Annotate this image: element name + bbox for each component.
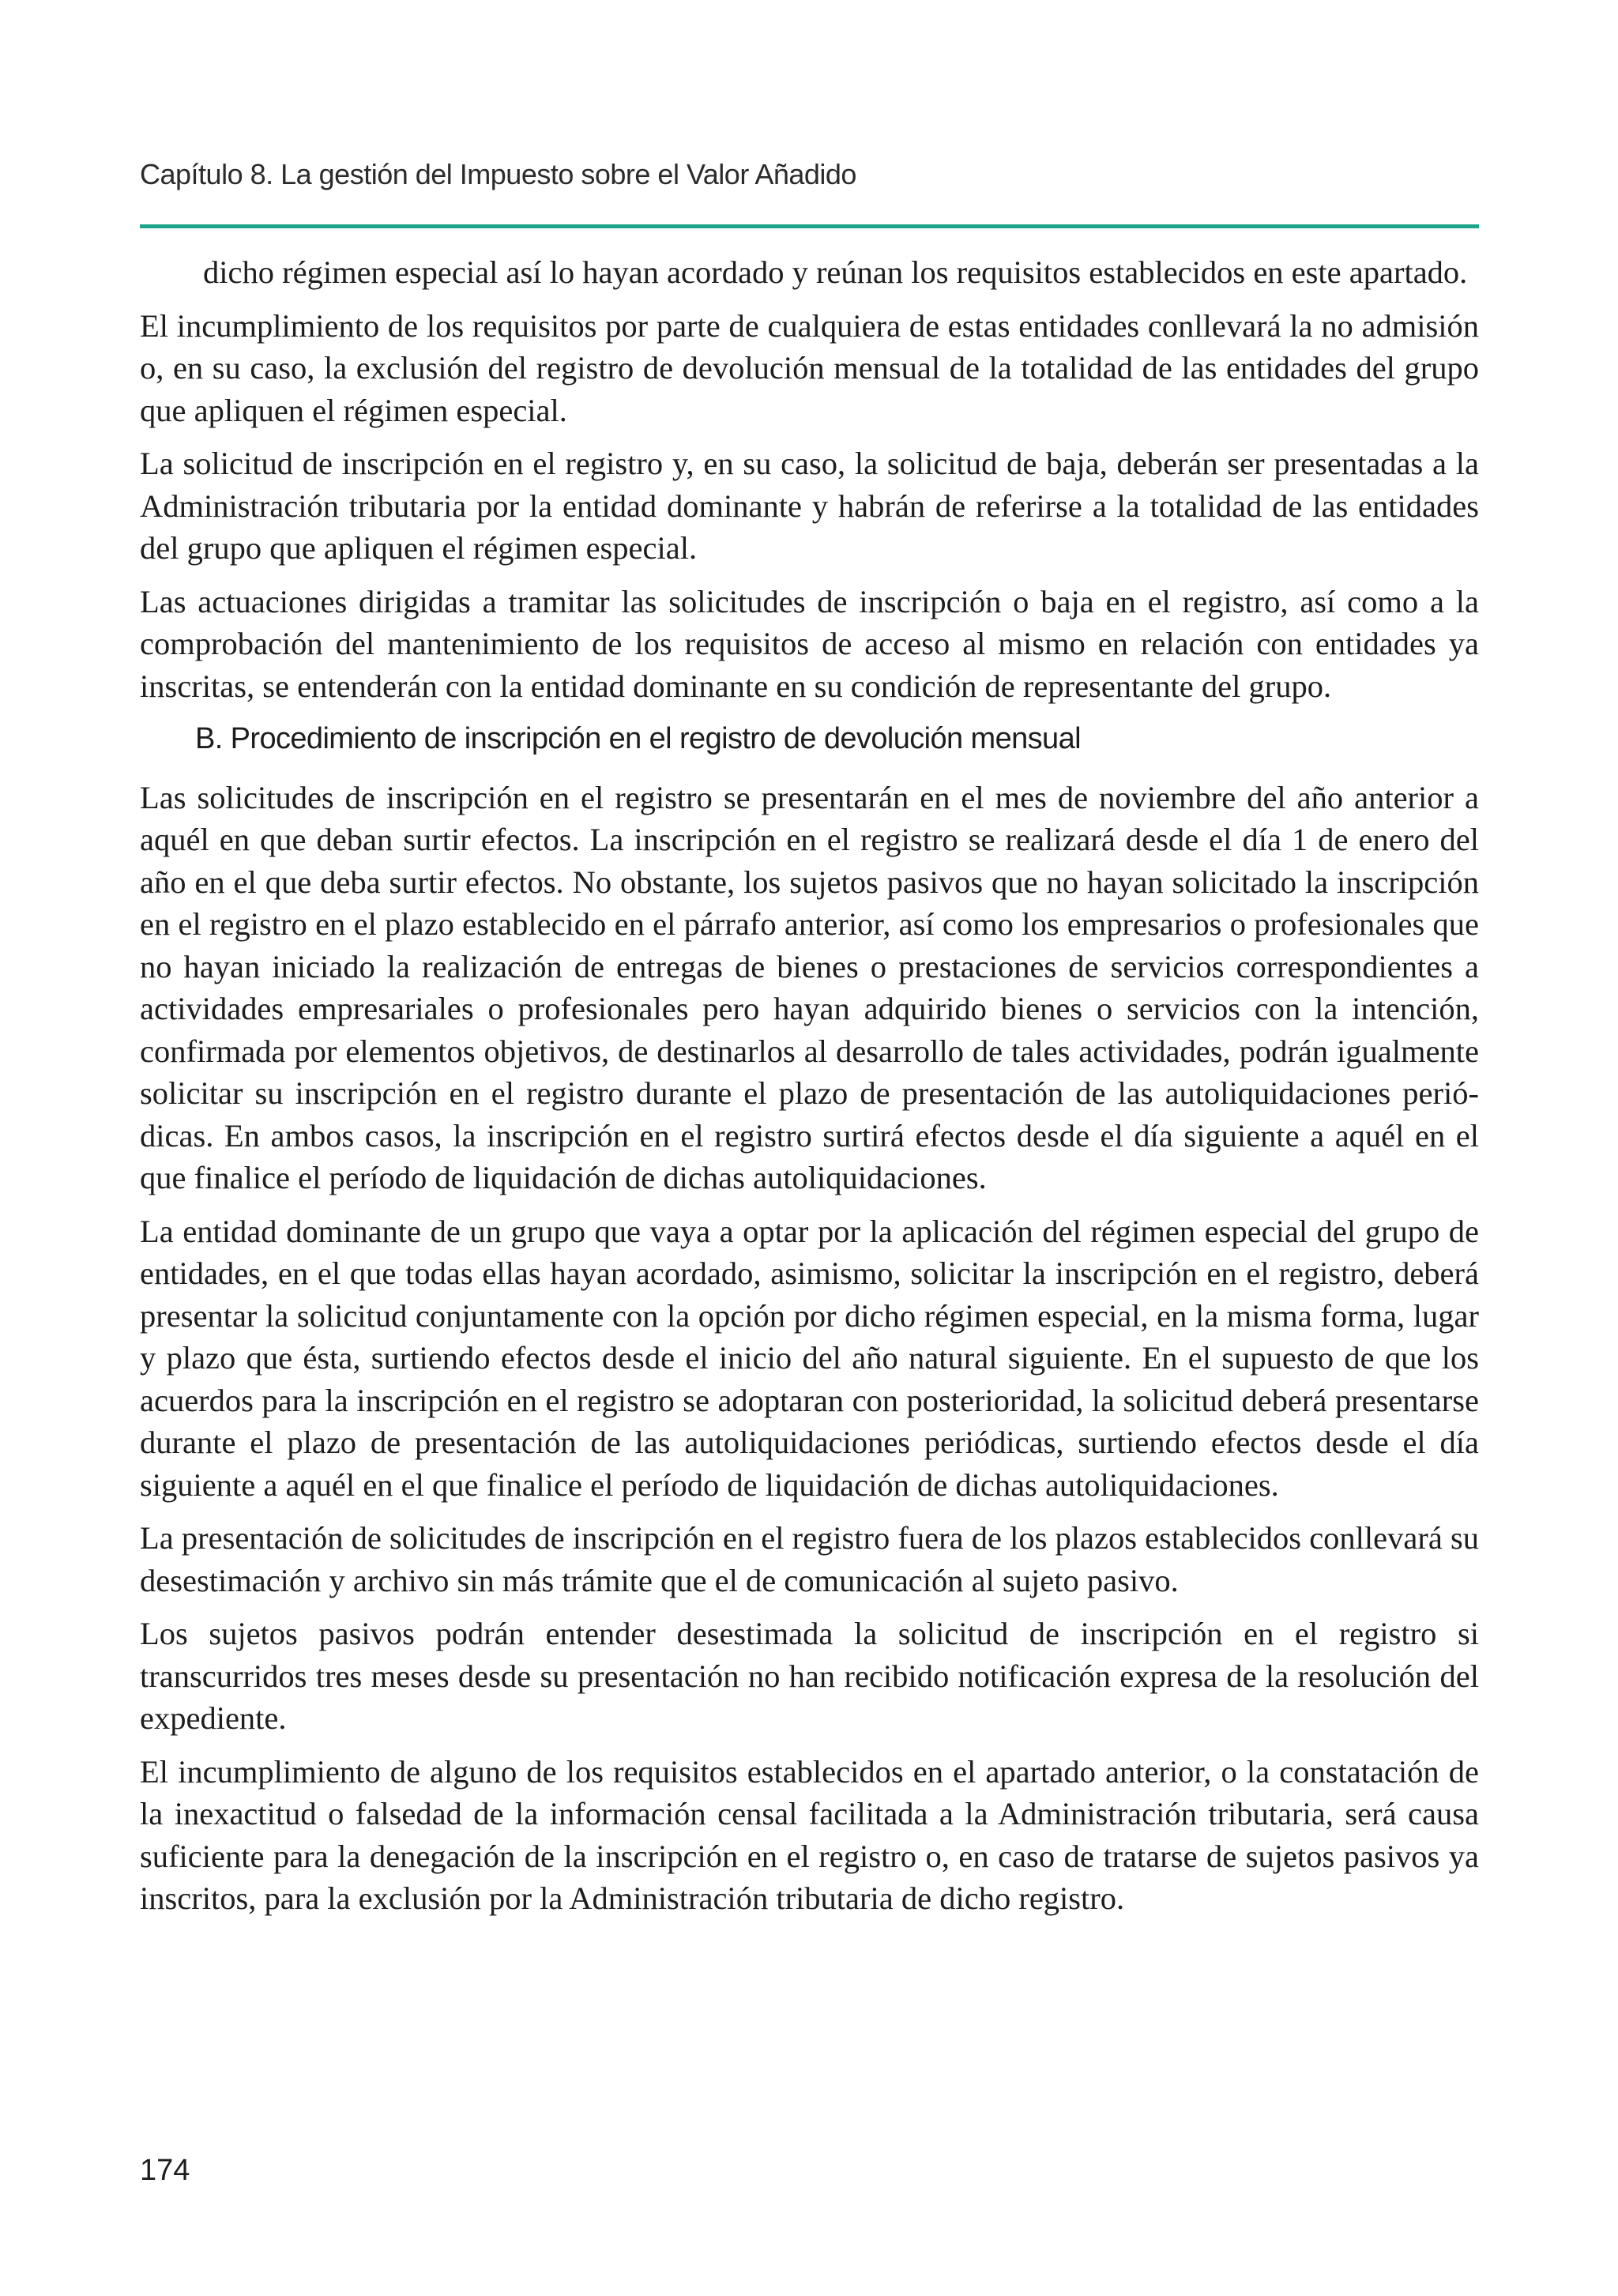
paragraph: El incumplimiento de los requisitos por parte de cualquiera de estas entidades conllevará la no admisión o, en su caso, la exclusión del registro de devolución mensual de la totalidad de las entidades del grupo que apliquen el régimen especial. — [140, 307, 1479, 428]
paragraph: Las solicitudes de inscripción en el registro se presentarán en el mes de noviembre del año anterior a aquél en que deban surtir efectos. La inscripción en el registro se realizará desde el día 1 de enero del año en el que deba surtir efectos. No obstante, los sujetos pasivos que no hayan solicitado la inscripción en el registro en el plazo establecido en el párrafo anterior, así como los empresarios o profesionales que no hayan iniciado la realización de entregas de bienes o prestaciones de servicios correspondientes a actividades empresariales o profesionales pero hayan adquirido bienes o servicios con la intención, confirmada por elementos objetivos, de destinarlos al desarrollo de tales actividades, podrán igualmente solicitar su inscripción en el registro durante el plazo de presentación de las autoliquidaciones periódicas. En ambos casos, la inscripción en el registro surtirá efectos desde el día siguiente a aquél en el que finalice el período de liquidación de dichas autoliquidaciones. — [140, 779, 1479, 1195]
running-header: Capítulo 8. La gestión del Impuesto sobre el Valor Añadido — [140, 158, 856, 190]
body-text — [140, 251, 1479, 1931]
paragraph: Las actuaciones dirigidas a tramitar las solicitudes de inscripción o baja en el registro, así como a la comprobación del mantenimiento de los requisitos de acceso al mismo en relación con entidades ya inscritas, se entenderán con la entidad dominante en su condición de representante del grupo. — [140, 583, 1479, 704]
paragraph: La presentación de solicitudes de inscripción en el registro fuera de los plazos establecidos conllevará su desestimación y archivo sin más trámite que el de comunicación al sujeto pasivo. — [140, 1520, 1479, 1598]
section-heading: B. Procedimiento de inscripción en el registro de devolución mensual — [195, 722, 1081, 755]
paragraph: La solicitud de inscripción en el registro y, en su caso, la solicitud de baja, deberán ser presentadas a la Administración tributaria por la entidad dominante y habrán de referirse a la totalidad de las entidades del grupo que apliquen el régimen especial. — [140, 446, 1479, 566]
paragraph: Los sujetos pasivos podrán entender desestimada la solicitud de inscripción en el registro si transcurridos tres meses desde su presentación no han recibido notificación expresa de la resolución del expediente. — [140, 1616, 1479, 1736]
page-number: 174 — [140, 2154, 190, 2187]
paragraph: La entidad dominante de un grupo que vaya a optar por la aplicación del régimen especial del grupo de entidades, en el que todas ellas hayan acordado, asimismo, solicitar la inscripción en el registro, deberá presentar la solicitud conjuntamente con la opción por dicho régimen especial, en la misma forma, lugar y plazo que ésta, surtiendo efectos desde el inicio del año natural siguiente. En el supuesto de que los acuerdos para la inscripción en el registro se adoptaran con posterioridad, la solicitud deberá presentarse durante el plazo de presentación de las autoliquidaciones periódicas, surtiendo efectos desde el día siguiente a aquél en el que finalice el período de liquidación de dichas autoliquidaciones. — [140, 1213, 1479, 1503]
paragraph-continuation: dicho régimen especial así lo hayan acordado y reúnan los requisitos establecidos en este apartado. — [203, 254, 1468, 290]
paragraph: El incumplimiento de alguno de los requisitos establecidos en el apartado anterior, o la constatación de la inexactitud o falsedad de la información censal facilitada a la Administración tributaria, será causa suficiente para la denegación de la inscripción en el registro o, en caso de tratarse de sujetos pasivos ya inscritos, para la exclusión por la Administración tributaria de dicho registro. — [140, 1753, 1479, 1916]
header-rule — [140, 224, 1479, 228]
